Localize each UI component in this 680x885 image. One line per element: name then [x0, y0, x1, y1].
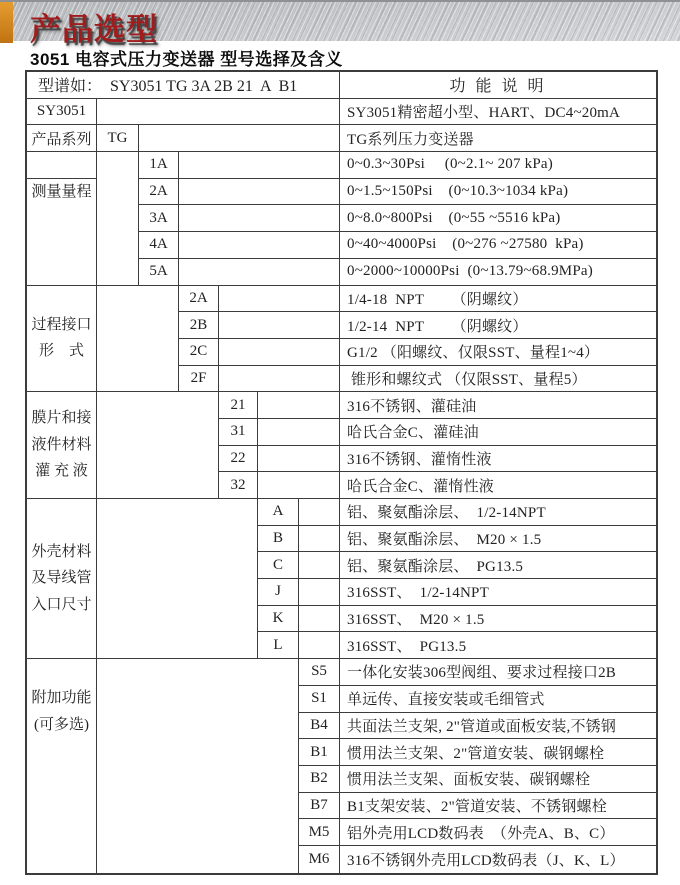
housing-desc-cell: 铝、聚氨酯涂层、 M20 × 1.5	[340, 526, 656, 553]
blank-cell	[97, 99, 340, 126]
page-title: 产品选型	[30, 12, 158, 47]
additional-code-cell: S5	[299, 659, 340, 686]
additional-code-cell: M5	[299, 819, 340, 846]
blank-cell	[258, 446, 340, 473]
range-desc-cell: 0~0.3~30Psi (0~2.1~ 207 kPa)	[340, 152, 656, 179]
blank-cell	[179, 152, 340, 179]
blank-cell	[97, 499, 258, 659]
blank-cell	[299, 499, 340, 526]
blank-cell	[219, 312, 340, 339]
blank-cell	[258, 419, 340, 446]
diaphragm-desc-cell: 哈氏合金C、灌惰性液	[340, 472, 656, 499]
blank-cell	[258, 472, 340, 499]
range-desc-cell: 0~2000~10000Psi (0~13.79~68.9MPa)	[340, 259, 656, 286]
blank-cell	[299, 632, 340, 659]
table-subtitle: 3051 电容式压力变送器 型号选择及含义	[30, 50, 343, 69]
model-desc-cell: SY3051精密超小型、HART、DC4~20mA	[340, 99, 656, 126]
process-label-line: 过程接口	[31, 316, 92, 333]
blank-cell	[299, 579, 340, 606]
process-desc-cell: G1/2 （阳螺纹、仅限SST、量程1~4）	[340, 339, 656, 366]
housing-code-cell: C	[258, 552, 299, 579]
process-desc-cell: 1/2-14 NPT （阴螺纹）	[340, 312, 656, 339]
model-selection-table	[25, 70, 658, 875]
additional-desc-cell: 惯用法兰支架、面板安装、碳钢螺栓	[340, 766, 656, 793]
housing-desc-cell: 316SST、 M20 × 1.5	[340, 606, 656, 633]
housing-code-cell: K	[258, 606, 299, 633]
housing-desc-cell: 铝、聚氨酯涂层、 1/2-14NPT	[340, 499, 656, 526]
blank-cell	[219, 286, 340, 313]
blank-cell	[97, 152, 139, 285]
blank-cell	[299, 552, 340, 579]
process-code-cell: 2F	[179, 366, 219, 393]
function-heading-cell: 功 能 说 明	[340, 72, 656, 99]
blank-cell	[179, 179, 340, 206]
range-code-cell: 3A	[139, 205, 179, 232]
process-label-cell	[27, 286, 97, 393]
housing-label-line: 入口尺寸	[31, 596, 92, 613]
diaphragm-code-cell: 22	[219, 446, 258, 473]
blank-cell	[27, 152, 97, 179]
additional-code-cell: B1	[299, 739, 340, 766]
page-header-banner	[0, 0, 680, 47]
range-desc-cell: 0~8.0~800Psi (0~55 ~5516 kPa)	[340, 205, 656, 232]
blank-cell	[219, 366, 340, 393]
diaphragm-label-line: 灌 充 液	[35, 463, 88, 480]
housing-code-cell: J	[258, 579, 299, 606]
additional-label-cell	[27, 659, 97, 873]
housing-desc-cell: 316SST、 PG13.5	[340, 632, 656, 659]
additional-code-cell: S1	[299, 686, 340, 713]
accent-bar	[0, 2, 13, 43]
additional-desc-cell: 铝外壳用LCD数码表 （外壳A、B、C）	[340, 819, 656, 846]
range-code-cell: 1A	[139, 152, 179, 179]
series-label-cell: 产品系列	[27, 125, 97, 152]
additional-desc-cell: B1支架安装、2"管道安装、不锈钢螺栓	[340, 793, 656, 820]
blank-cell	[97, 659, 299, 873]
housing-code-cell: B	[258, 526, 299, 553]
series-code-cell: TG	[97, 125, 139, 152]
series-desc-cell: TG系列压力变送器	[340, 125, 656, 152]
additional-code-cell: B7	[299, 793, 340, 820]
additional-desc-cell: 316不锈钢外壳用LCD数码表（J、K、L）	[347, 852, 625, 869]
range-label-cell: 测量量程	[27, 179, 97, 286]
diaphragm-desc-cell: 316不锈钢、灌硅油	[340, 392, 656, 419]
blank-cell	[97, 392, 219, 499]
additional-label-line: (可多选)	[33, 716, 89, 733]
additional-desc-cell: 共面法兰支架, 2"管道或面板安装,不锈钢	[340, 713, 656, 740]
process-code-cell: 2A	[179, 286, 219, 313]
diaphragm-code-cell: 31	[219, 419, 258, 446]
housing-desc-cell: 316SST、 1/2-14NPT	[340, 579, 656, 606]
additional-desc-cell: 一体化安装306型阀组、要求过程接口2B	[340, 659, 656, 686]
model-label-cell: SY3051	[27, 99, 97, 126]
additional-code-cell: M6	[299, 846, 340, 873]
blank-cell	[179, 232, 340, 259]
process-code-cell: 2C	[179, 339, 219, 366]
blank-cell	[299, 526, 340, 553]
housing-code-cell: A	[258, 499, 299, 526]
blank-cell	[97, 286, 179, 393]
additional-label-line: 附加功能	[31, 690, 92, 707]
process-code-cell: 2B	[179, 312, 219, 339]
blank-cell	[179, 205, 340, 232]
additional-desc-cell: 单远传、直接安装或毛细管式	[340, 686, 656, 713]
housing-code-cell: L	[258, 632, 299, 659]
housing-desc-cell: 铝、聚氨酯涂层、 PG13.5	[340, 552, 656, 579]
diaphragm-desc-cell: 316不锈钢、灌惰性液	[340, 446, 656, 473]
range-desc-cell: 0~1.5~150Psi (0~10.3~1034 kPa)	[340, 179, 656, 206]
blank-cell	[258, 392, 340, 419]
process-label-line: 形 式	[38, 343, 84, 360]
blank-cell	[179, 259, 340, 286]
diaphragm-label-cell	[27, 392, 97, 499]
housing-label-cell	[27, 499, 97, 659]
blank-cell	[299, 606, 340, 633]
model-spec-cell: 型谱如： SY3051 TG 3A 2B 21 A B1	[27, 72, 340, 99]
range-code-cell: 2A	[139, 179, 179, 206]
range-code-cell: 4A	[139, 232, 179, 259]
process-desc-cell: 锥形和螺纹式 （仅限SST、量程5）	[340, 366, 656, 393]
diaphragm-code-cell: 32	[219, 472, 258, 499]
blank-cell	[219, 339, 340, 366]
range-code-cell: 5A	[139, 259, 179, 286]
additional-code-cell: B4	[299, 713, 340, 740]
process-desc-cell: 1/4-18 NPT （阴螺纹）	[340, 286, 656, 313]
housing-label-line: 外壳材料	[31, 543, 92, 560]
housing-label-line: 及导线管	[31, 570, 92, 587]
diaphragm-code-cell: 21	[219, 392, 258, 419]
range-desc-cell: 0~40~4000Psi (0~276 ~27580 kPa)	[340, 232, 656, 259]
diaphragm-label-line: 膜片和接	[31, 410, 92, 427]
additional-desc-cell: 惯用法兰支架、2"管道安装、碳钢螺栓	[340, 739, 656, 766]
blank-cell	[139, 125, 340, 152]
diaphragm-label-line: 液件材料	[31, 436, 92, 453]
diaphragm-desc-cell: 哈氏合金C、灌硅油	[340, 419, 656, 446]
additional-code-cell: B2	[299, 766, 340, 793]
